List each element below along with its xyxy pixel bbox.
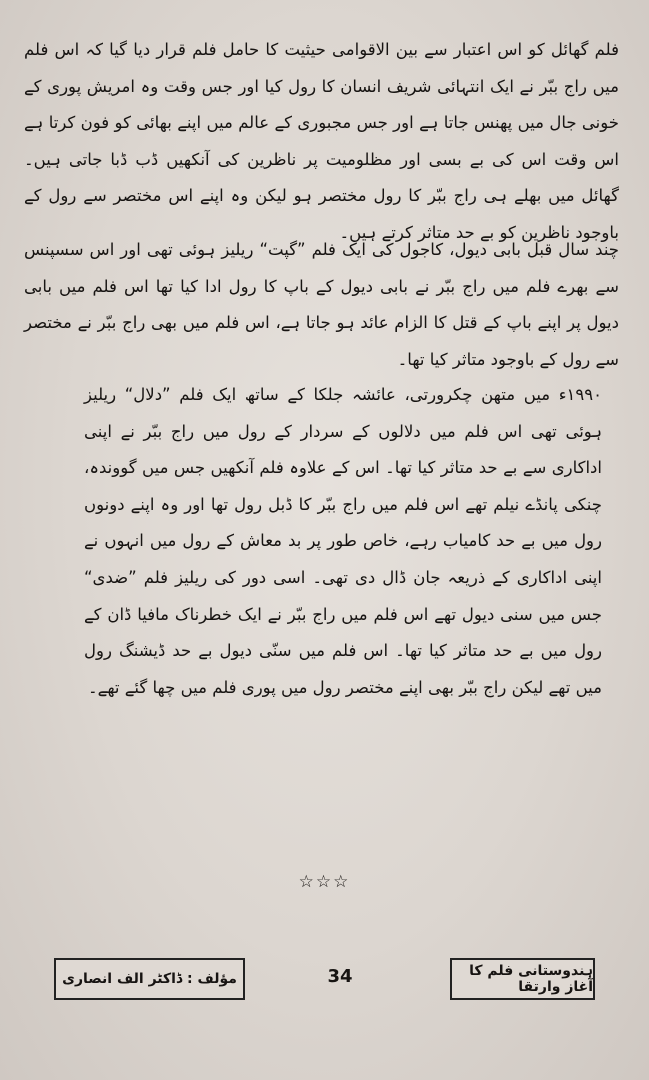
footer-author-label: مؤلف : ڈاکٹر الف انصاری [62, 971, 237, 987]
page-number: 34 [327, 966, 353, 987]
section-separator-stars: ☆☆☆ [298, 872, 351, 892]
footer-author-box [54, 958, 245, 1000]
paragraph-dalaal: ۱۹۹۰ء میں متھن چکرورتی، عائشہ جلکا کے ساتھ ایک فلم ”دلال“ ریلیز ہوئی تھی اس فلم میں دلالوں کے سردار کے رول میں راج ببّر نے اپنی اداکاری سے بے حد متاثر کیا تھا۔ اس کے علاوہ فلم آنکھیں جس میں گووندہ، چنکی پانڈے نیلم تھے اس فلم میں راج ببّر کا ڈبل رول تھا اور وہ اپنے دونوں رول میں بے حد کامیاب رہے، خاص طور پر بد معاش کے رول میں انہوں نے اپنی اداکاری کے ذریعہ جان ڈال دی تھی۔ اسی دور کی ریلیز فلم ”ضدی“ جس میں سنی دیول تھے اس فلم میں راج ببّر نے ایک خطرناک مافیا ڈان کے رول میں بے حد متاثر کیا تھا۔ اس فلم میں سنّی دیول بے حد ڈیشنگ رول میں تھے لیکن راج ببّر بھی اپنے مختصر رول میں پوری فلم میں چھا گئے تھے۔ [84, 385, 602, 697]
footer-book-title: ہندوستانی فلم کا آغاز وارتقا [469, 963, 593, 995]
paragraph-gupt: چند سال قبل بابی دیول، کاجول کی ایک فلم ”گپت“ ریلیز ہوئی تھی اور اس سسپنس سے بھرے فلم میں راج ببّر نے بابی دیول کے باپ کا رول ادا کیا تھا اس فلم میں بابی دیول پر اپنے باپ کے قتل کا الزام عائد ہو جاتا ہے، اس فلم میں بھی راج ببّر نے مختصر سے رول کے باوجود متاثر کیا تھا۔ [24, 240, 619, 369]
paragraph-ghayal: فلم گھائل کو اس اعتبار سے بین الاقوامی حیثیت کا حامل فلم قرار دیا گیا کہ اس فلم میں راج ببّر نے ایک انتہائی شریف انسان کا رول کیا اور جس وقت وہ امریش پوری کے خونی جال میں پھنس جاتا ہے اور جس مجبوری کے عالم میں اپنے بھائی کو فون کرتا ہے اس وقت اس کی بے بسی اور مظلومیت پر ناظرین کی آنکھیں ڈب ڈبا جاتی ہیں۔ گھائل میں بھلے ہی راج ببّر کا رول مختصر ہو لیکن وہ اپنے اس مختصر سے رول کے باوجود ناظرین کو بے حد متاثر کرتے ہیں۔ [24, 40, 619, 242]
footer-book-title-box [450, 958, 595, 1000]
